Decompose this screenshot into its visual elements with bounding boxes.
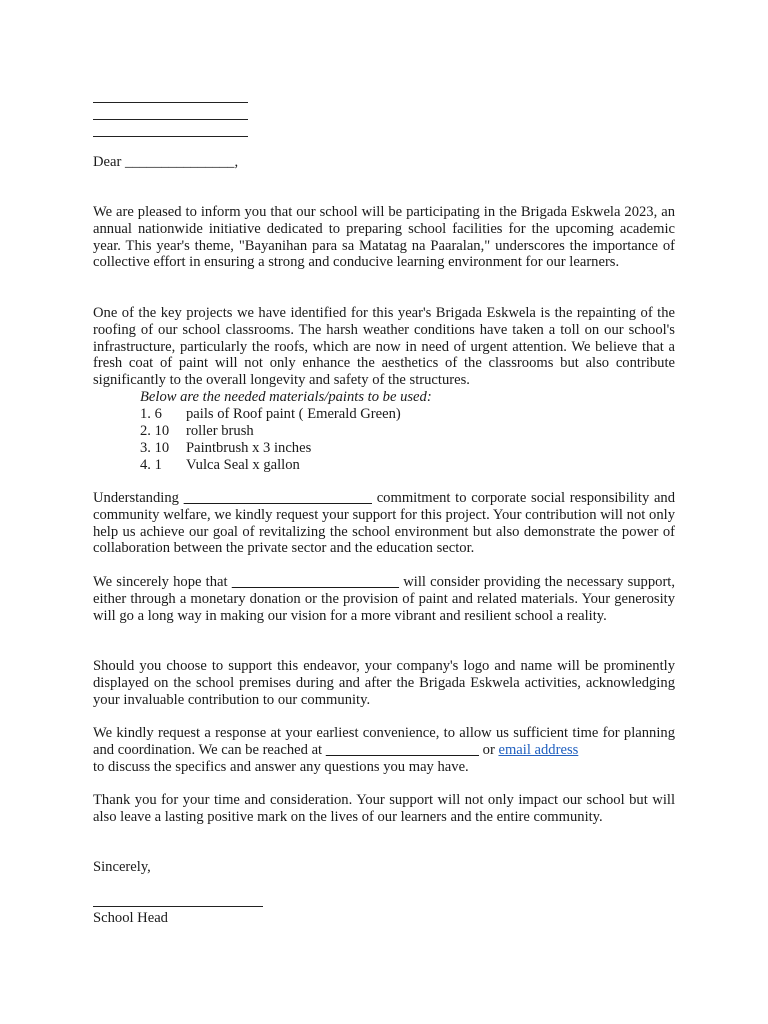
paragraph-text: We kindly request a response at your earliest convenience, to allow us sufficient time for planning and coordination. We can be reached at (93, 725, 675, 758)
paragraph-text: to discuss the specifics and answer any questions you may have. (93, 758, 469, 775)
list-item (140, 423, 540, 440)
company-blank (184, 490, 372, 506)
address-blank-line (93, 136, 248, 137)
paragraph-text: We sincerely hope that (93, 574, 232, 590)
request-paragraph (93, 574, 675, 624)
paragraph-text: Understanding (93, 490, 184, 506)
contact-paragraph (93, 725, 675, 775)
list-item (140, 406, 540, 423)
signature-line (93, 906, 263, 907)
company-blank (232, 574, 399, 590)
phone-blank (326, 742, 479, 758)
list-text: Paintbrush x 3 inches (186, 440, 312, 456)
address-blank-line (93, 102, 248, 103)
list-text: Vulca Seal x gallon (186, 457, 300, 473)
list-number: 2. 10 (140, 423, 170, 439)
list-number: 4. 1 (140, 457, 162, 473)
list-item (140, 440, 540, 457)
list-text: pails of Roof paint ( Emerald Green) (186, 406, 401, 422)
address-blank-line (93, 119, 248, 120)
recognition-paragraph: Should you choose to support this endeavor, your company's logo and name will be prominently displayed on the school premises during and after the Brigada Eskwela activities, acknowledging your invaluable contribution to our community. (93, 658, 675, 708)
materials-caption: Below are the needed materials/paints to be used: (140, 389, 432, 405)
paragraph-text: or (479, 741, 499, 758)
signature-title: School Head (93, 910, 168, 926)
list-number: 3. 10 (140, 440, 170, 456)
list-item (140, 457, 540, 474)
list-text: roller brush (186, 423, 254, 439)
closing: Sincerely, (93, 859, 151, 875)
thanks-paragraph: Thank you for your time and consideration. Your support will not only impact our school but will also leave a lasting positive mark on the lives of our learners and the entire community. (93, 792, 675, 825)
intro-paragraph: We are pleased to inform you that our school will be participating in the Brigada Eskwela 2023, an annual nationwide initiative dedicated to preparing school facilities for the upcoming academic year. This year's theme, "Bayanihan para sa Matatag na Paaralan," underscores the importance of collective effort in ensuring a strong and conducive learning environment for our learners. (93, 204, 675, 271)
email-link[interactable]: email address (498, 741, 579, 758)
commitment-paragraph (93, 490, 675, 557)
project-paragraph: One of the key projects we have identified for this year's Brigada Eskwela is the repainting of the roofing of our school classrooms. The harsh weather conditions have taken a toll on our school's infrastructure, particularly the roofs, which are now in need of urgent attention. We believe that a fresh coat of paint will not only enhance the aesthetics of the classrooms but also contribute significantly to the overall longevity and safety of the structures. (93, 305, 675, 389)
paragraph-text: will consider providing the necessary support, either through a monetary donation or the provision of paint and related materials. Your generosity will go a long way in making our vision for a more vibrant and resilient school a reality. (93, 574, 676, 624)
materials-list (140, 406, 540, 474)
list-number: 1. 6 (140, 406, 162, 422)
paragraph-text: commitment to corporate social responsibility and community welfare, we kindly request your support for this project. Your contribution will not only help us achieve our goal of revitalizing the school environment but also demonstrate the power of collaboration between the private sector and the education sector. (93, 490, 676, 557)
salutation: Dear _______________, (93, 154, 239, 170)
